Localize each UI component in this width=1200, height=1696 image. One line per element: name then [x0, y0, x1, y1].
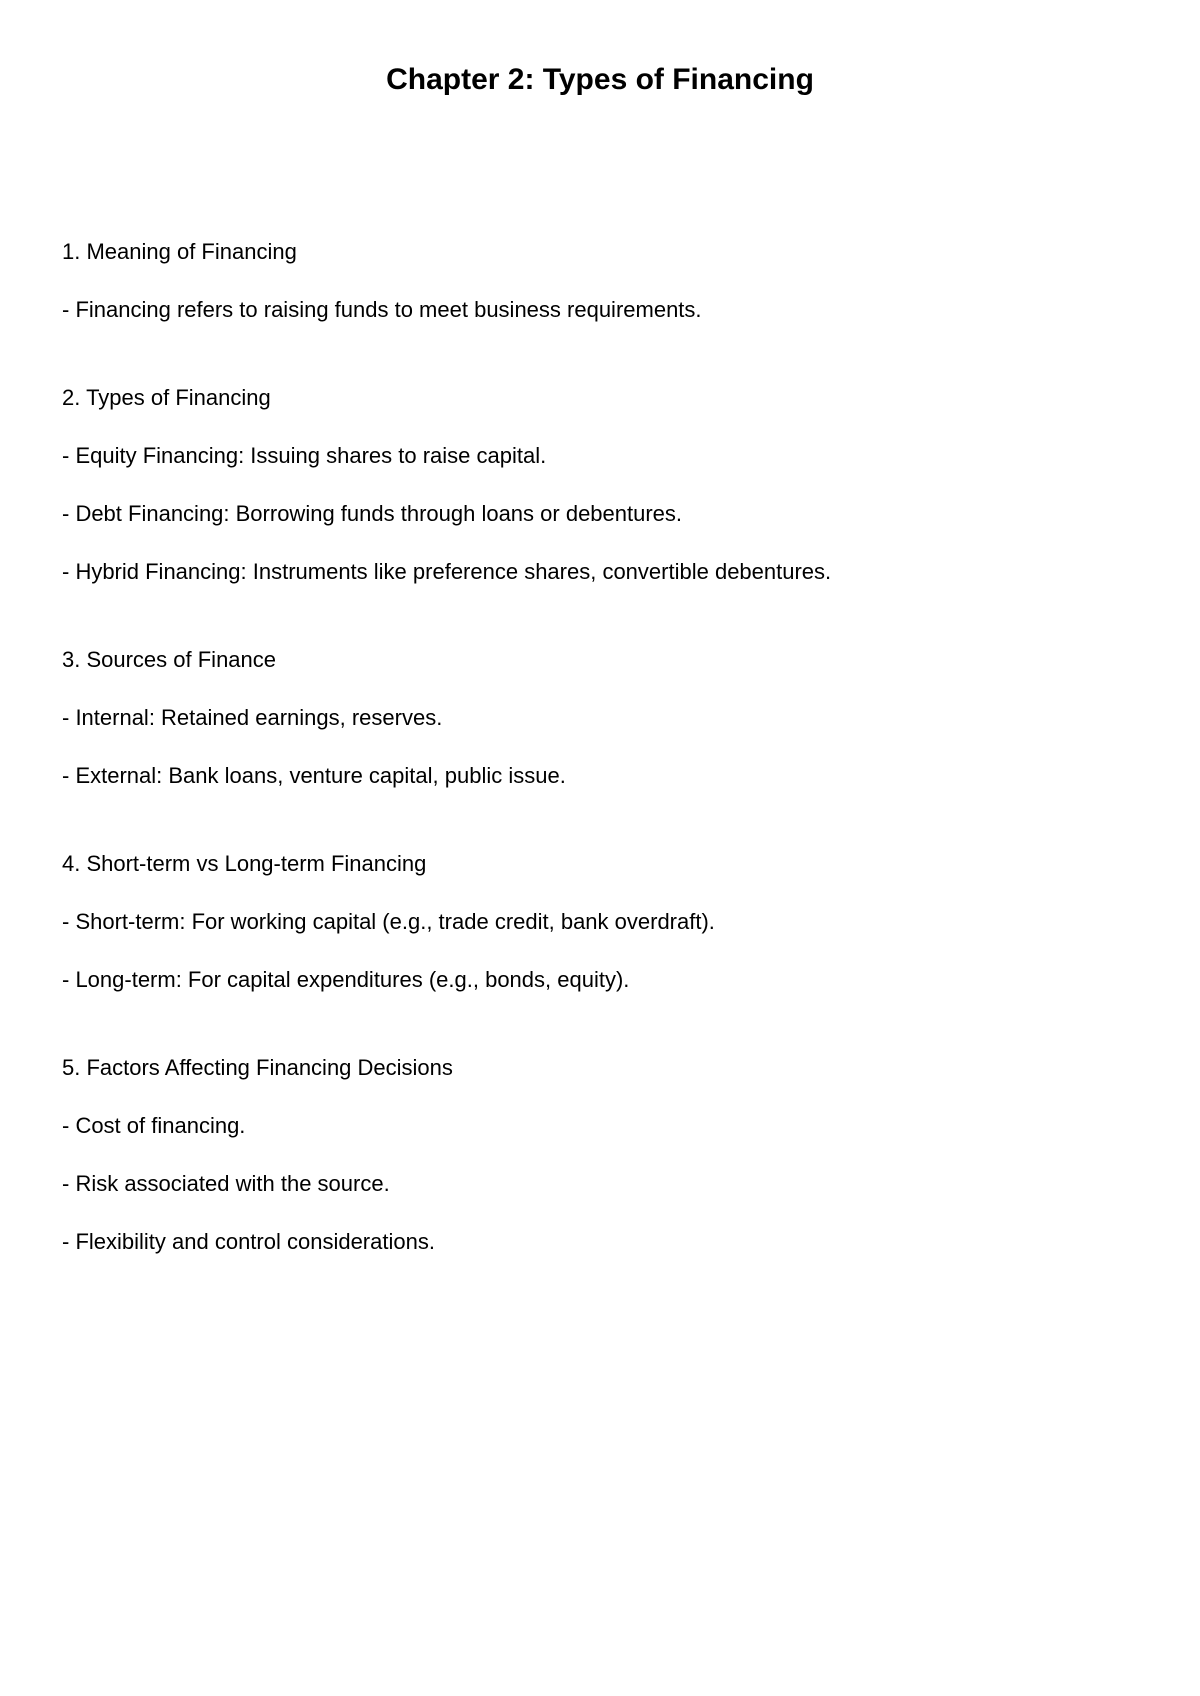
list-item: - Internal: Retained earnings, reserves.	[62, 705, 443, 730]
list-item: - Financing refers to raising funds to meet business requirements.	[62, 297, 702, 322]
list-item: - Short-term: For working capital (e.g., trade credit, bank overdraft).	[62, 909, 715, 934]
section-sources-of-finance	[62, 645, 1142, 791]
list-item: - Debt Financing: Borrowing funds through loans or debentures.	[62, 501, 683, 526]
section-heading: 2. Types of Financing	[62, 385, 271, 410]
list-item: - Hybrid Financing: Instruments like preference shares, convertible debentures.	[62, 559, 832, 584]
list-item: - Risk associated with the source.	[62, 1171, 390, 1196]
list-item: - Long-term: For capital expenditures (e.g., bonds, equity).	[62, 967, 630, 992]
list-item: - Flexibility and control considerations.	[62, 1229, 435, 1254]
section-factors-affecting-decisions	[62, 1053, 1142, 1257]
page-title: Chapter 2: Types of Financing	[386, 63, 814, 96]
section-types-of-financing	[62, 383, 1142, 587]
section-heading: 1. Meaning of Financing	[62, 239, 297, 264]
list-item: - External: Bank loans, venture capital, public issue.	[62, 763, 566, 788]
section-meaning-of-financing	[62, 237, 1142, 325]
section-heading: 3. Sources of Finance	[62, 647, 277, 672]
section-short-vs-long-term	[62, 849, 1142, 995]
section-heading: 4. Short-term vs Long-term Financing	[62, 851, 427, 876]
document-body	[62, 237, 1142, 1315]
section-heading: 5. Factors Affecting Financing Decisions	[62, 1055, 453, 1080]
list-item: - Cost of financing.	[62, 1113, 246, 1138]
list-item: - Equity Financing: Issuing shares to raise capital.	[62, 443, 547, 468]
